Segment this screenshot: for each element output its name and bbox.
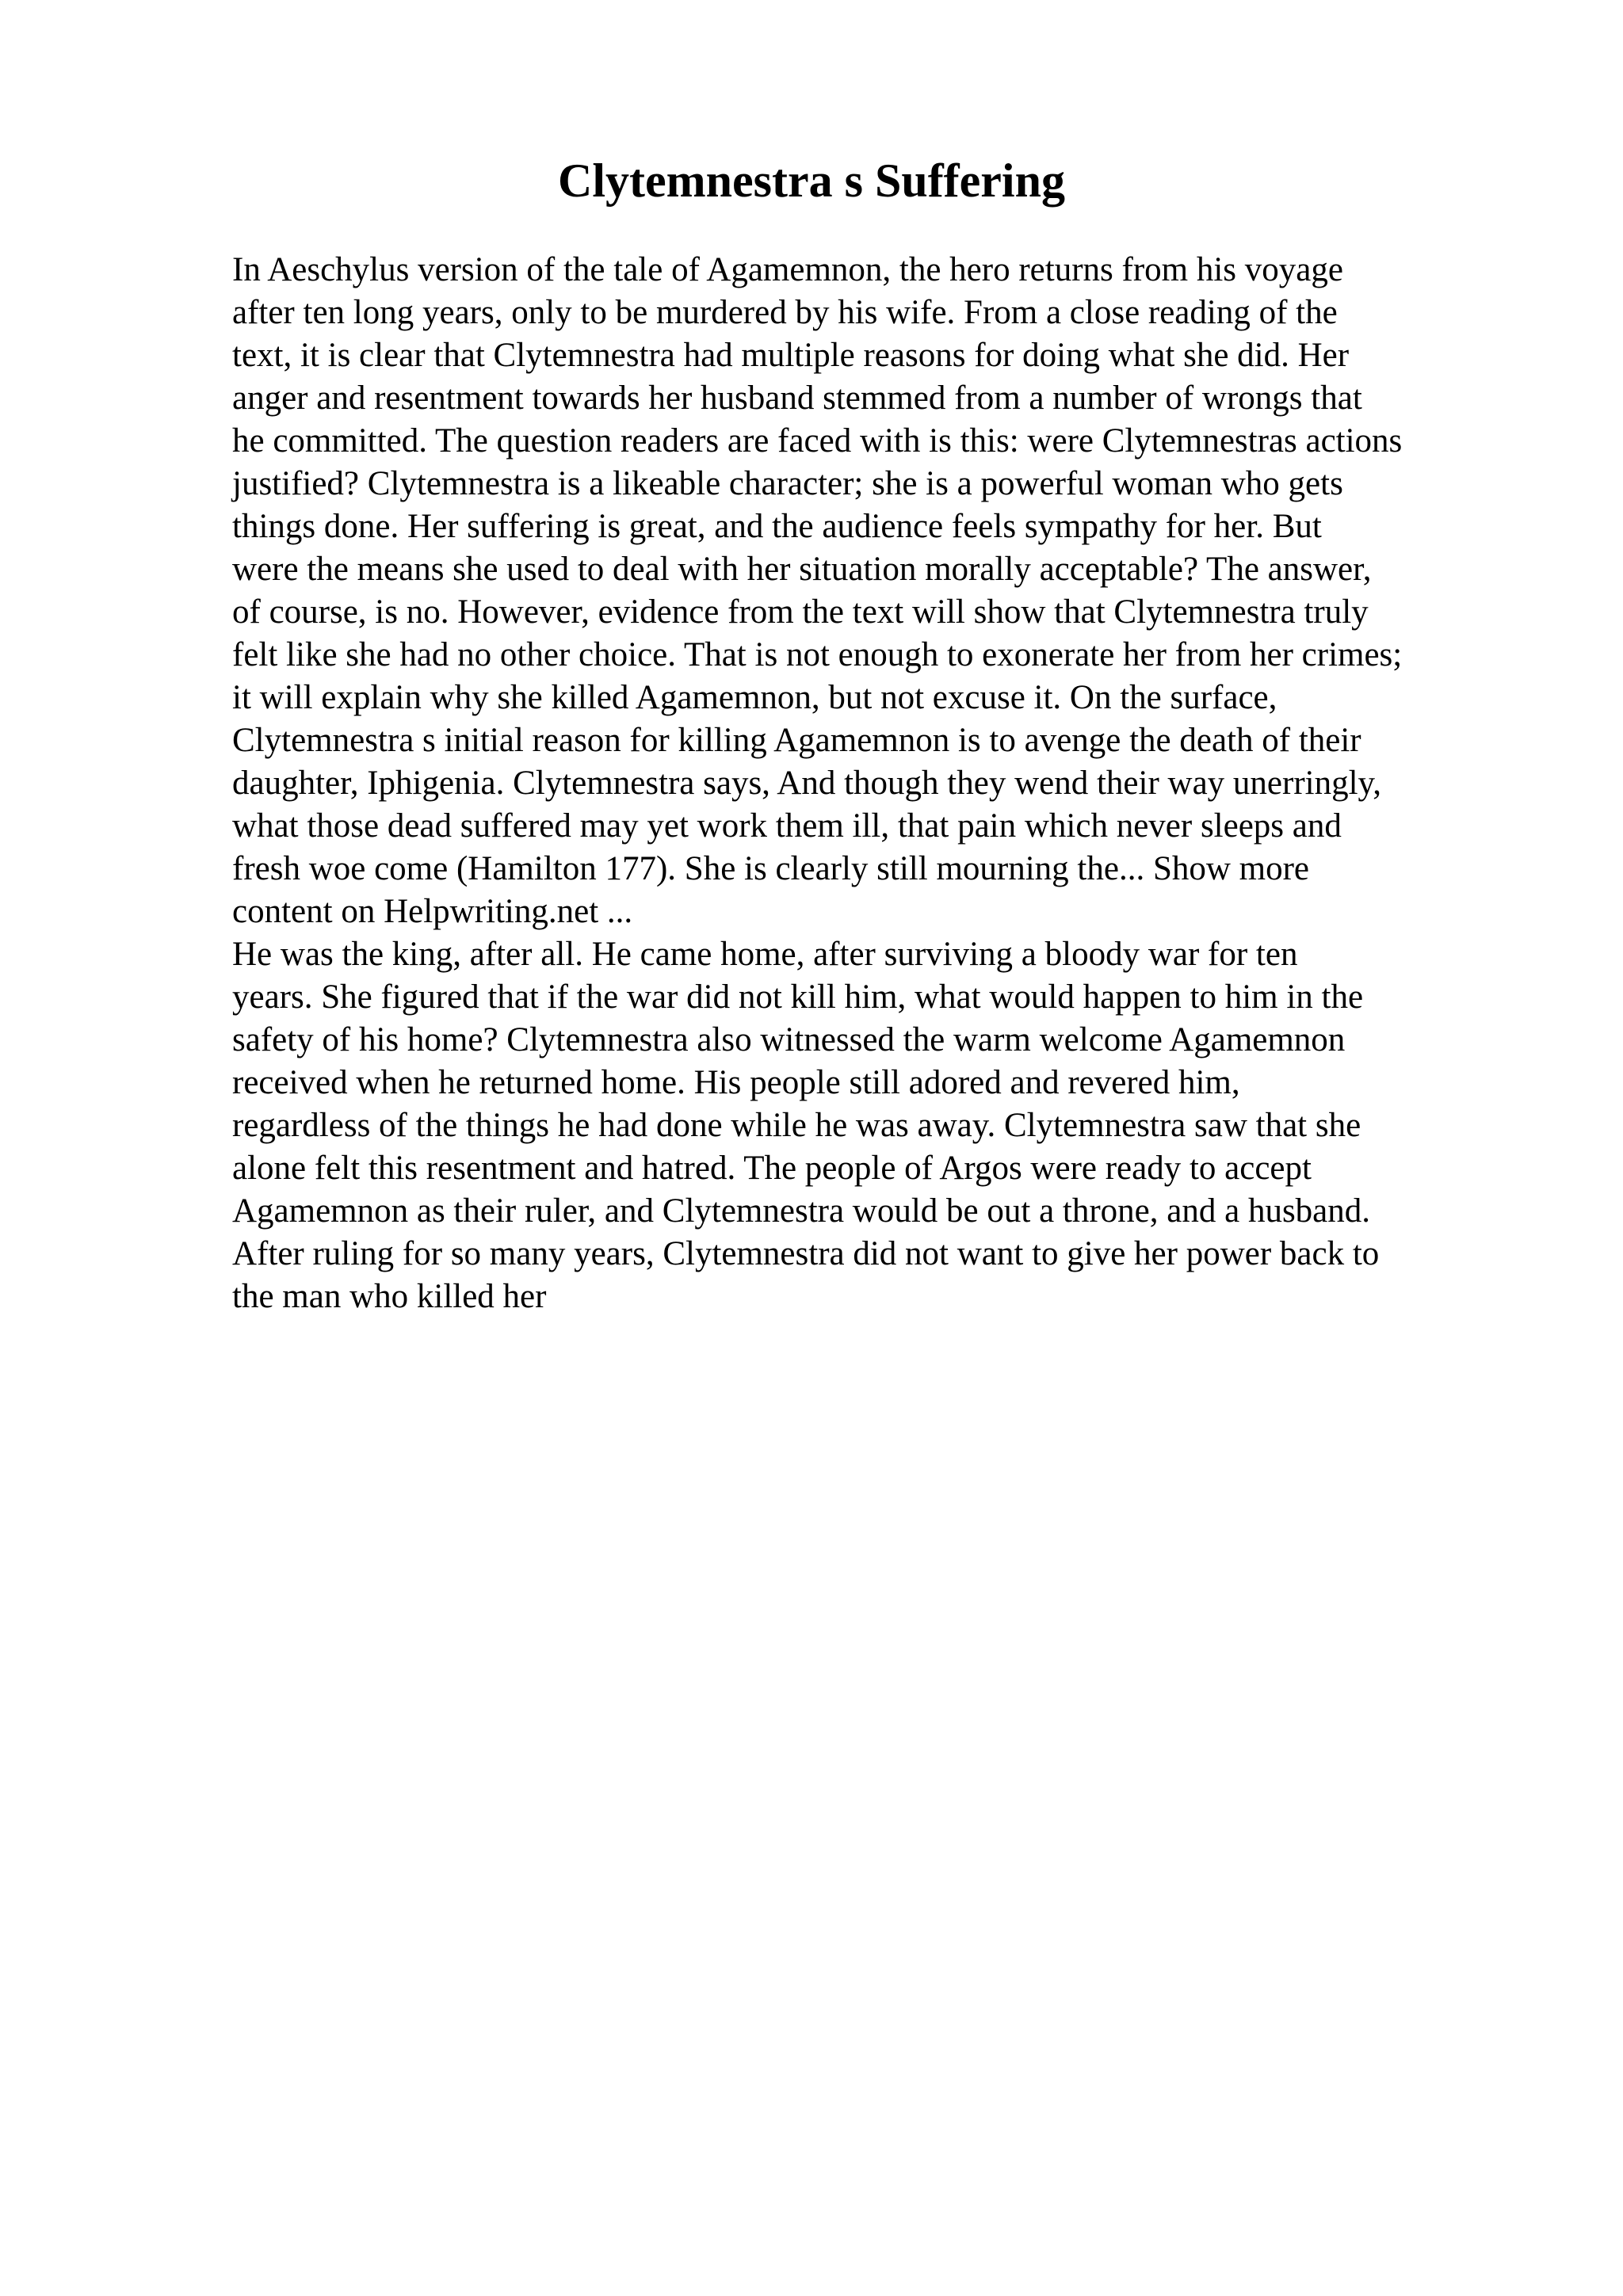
text-line: things done. Her suffering is great, and the audience feels sympathy for her. But — [232, 508, 1322, 545]
text-line: He was the king, after all. He came home, after surviving a bloody war for ten — [232, 936, 1298, 973]
page-title: Clytemnestra s Suffering — [558, 154, 1065, 207]
text-line: were the means she used to deal with her situation morally acceptable? The answer, — [232, 551, 1372, 588]
essay-body — [232, 249, 1548, 1318]
text-line: years. She figured that if the war did not kill him, what would happen to him in the — [232, 978, 1364, 1016]
text-line: daughter, Iphigenia. Clytemnestra says, And though they wend their way unerringly, — [232, 765, 1381, 802]
text-line: Agamemnon as their ruler, and Clytemnestra would be out a throne, and a husband. — [232, 1192, 1371, 1230]
text-line: content on Helpwriting.net ... — [232, 893, 633, 930]
text-line: the man who killed her — [232, 1278, 547, 1315]
text-line: felt like she had no other choice. That is not enough to exonerate her from her crimes; — [232, 636, 1403, 673]
text-line: after ten long years, only to be murdered by his wife. From a close reading of the — [232, 294, 1338, 331]
text-line: Clytemnestra s initial reason for killing Agamemnon is to avenge the death of their — [232, 722, 1361, 759]
text-line: what those dead suffered may yet work them ill, that pain which never sleeps and — [232, 807, 1342, 845]
text-line: regardless of the things he had done while he was away. Clytemnestra saw that she — [232, 1107, 1361, 1144]
text-line: safety of his home? Clytemnestra also witnessed the warm welcome Agamemnon — [232, 1021, 1346, 1058]
text-line: text, it is clear that Clytemnestra had multiple reasons for doing what she did. Her — [232, 337, 1350, 374]
text-line: he committed. The question readers are faced with is this: were Clytemnestras actions — [232, 422, 1403, 460]
text-line: of course, is no. However, evidence from the text will show that Clytemnestra truly — [232, 593, 1369, 631]
text-line: fresh woe come (Hamilton 177). She is clearly still mourning the... Show more — [232, 850, 1310, 887]
text-line: In Aeschylus version of the tale of Agamemnon, the hero returns from his voyage — [232, 251, 1343, 288]
text-line: alone felt this resentment and hatred. The people of Argos were ready to accept — [232, 1150, 1312, 1187]
text-line: it will explain why she killed Agamemnon, but not excuse it. On the surface, — [232, 679, 1277, 716]
text-line: anger and resentment towards her husband stemmed from a number of wrongs that — [232, 379, 1362, 417]
text-line: After ruling for so many years, Clytemnestra did not want to give her power back to — [232, 1235, 1380, 1272]
text-line: received when he returned home. His people still adored and revered him, — [232, 1064, 1240, 1101]
text-line: justified? Clytemnestra is a likeable character; she is a powerful woman who gets — [232, 465, 1343, 502]
